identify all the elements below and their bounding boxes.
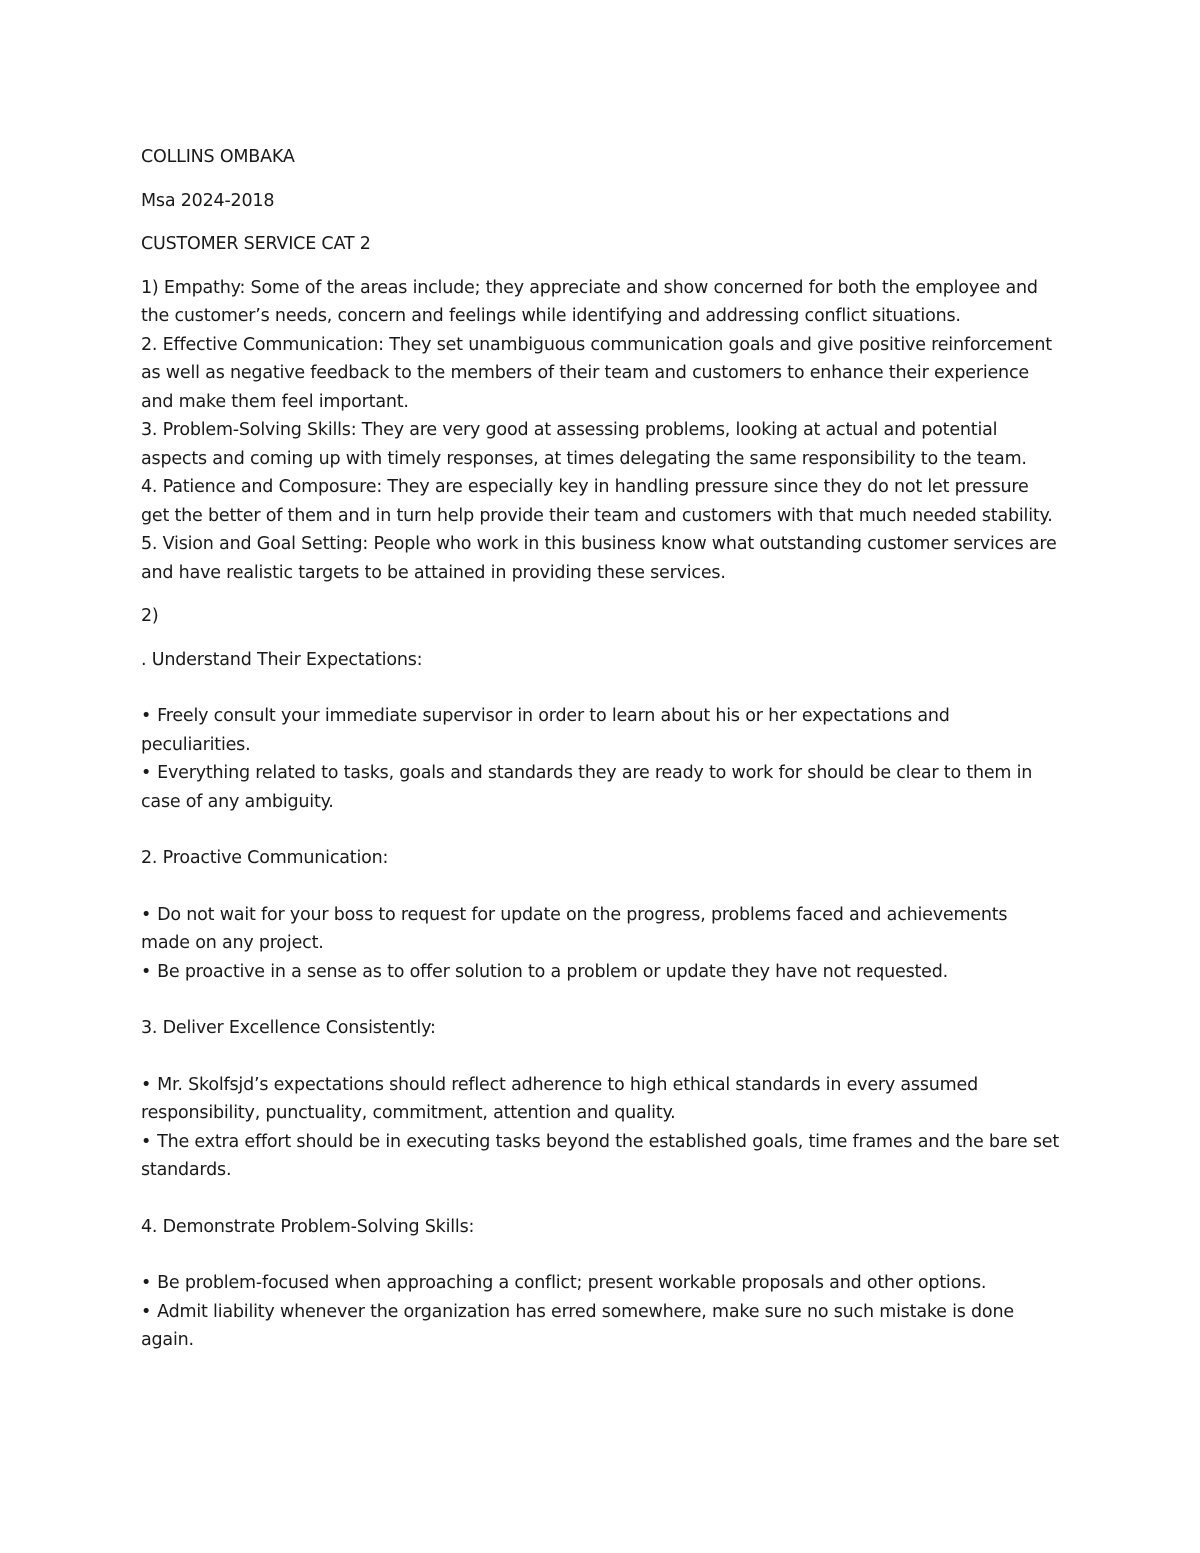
part-two-label: 2) xyxy=(141,606,159,626)
bullet-item: • Be problem-focused when approaching a conflict; present workable proposals and other options. xyxy=(141,1269,1061,1298)
bullet-item: • Admit liability whenever the organization has erred somewhere, make sure no such mistake is done again. xyxy=(141,1298,1061,1355)
answer-item: 5. Vision and Goal Setting: People who work in this business know what outstanding customer services are and have realistic targets to be attained in providing these services. xyxy=(141,534,1057,583)
bullet-item: • Be proactive in a sense as to offer solution to a problem or update they have not requested. xyxy=(141,958,1061,987)
answer-item: 1) Empathy: Some of the areas include; they appreciate and show concerned for both the employee and the customer’s needs, concern and feelings while identifying and addressing conflict situations. xyxy=(141,277,1038,326)
section-heading: . Understand Their Expectations: xyxy=(141,649,423,670)
section-heading: 2. Proactive Communication: xyxy=(141,848,389,868)
answer-item: 4. Patience and Composure: They are especially key in handling pressure since they do not let pressure get the better of them and in turn help provide their team and customers with that much needed stability. xyxy=(141,477,1053,526)
student-name: COLLINS OMBAKA xyxy=(141,147,295,167)
registration-number: Msa 2024-2018 xyxy=(141,190,275,211)
document-page xyxy=(141,143,1061,1355)
bullet-item: • Mr. Skolfsjd’s expectations should reflect adherence to high ethical standards in every assumed responsibility, punctuality, commitment, attention and quality. xyxy=(141,1071,1061,1128)
section-heading: 4. Demonstrate Problem-Solving Skills: xyxy=(141,1216,475,1237)
section-heading: 3. Deliver Excellence Consistently: xyxy=(141,1018,436,1038)
part-one-list xyxy=(141,274,1061,588)
bullet-item: • The extra effort should be in executing tasks beyond the established goals, time frames and the bare set standards. xyxy=(141,1128,1061,1185)
bullet-item: • Everything related to tasks, goals and standards they are ready to work for should be clear to them in case of any ambiguity. xyxy=(141,759,1061,816)
bullet-item: • Do not wait for your boss to request for update on the progress, problems faced and achievements made on any project. xyxy=(141,901,1061,958)
answer-item: 2. Effective Communication: They set unambiguous communication goals and give positive reinforcement as well as negative feedback to the members of their team and customers to enhance their experience and make them feel important. xyxy=(141,334,1052,412)
bullet-item: • Freely consult your immediate supervisor in order to learn about his or her expectations and peculiarities. xyxy=(141,702,1061,759)
document-title: CUSTOMER SERVICE CAT 2 xyxy=(141,234,371,254)
answer-item: 3. Problem-Solving Skills: They are very good at assessing problems, looking at actual and potential aspects and coming up with timely responses, at times delegating the same responsibility to the team. xyxy=(141,420,1027,469)
